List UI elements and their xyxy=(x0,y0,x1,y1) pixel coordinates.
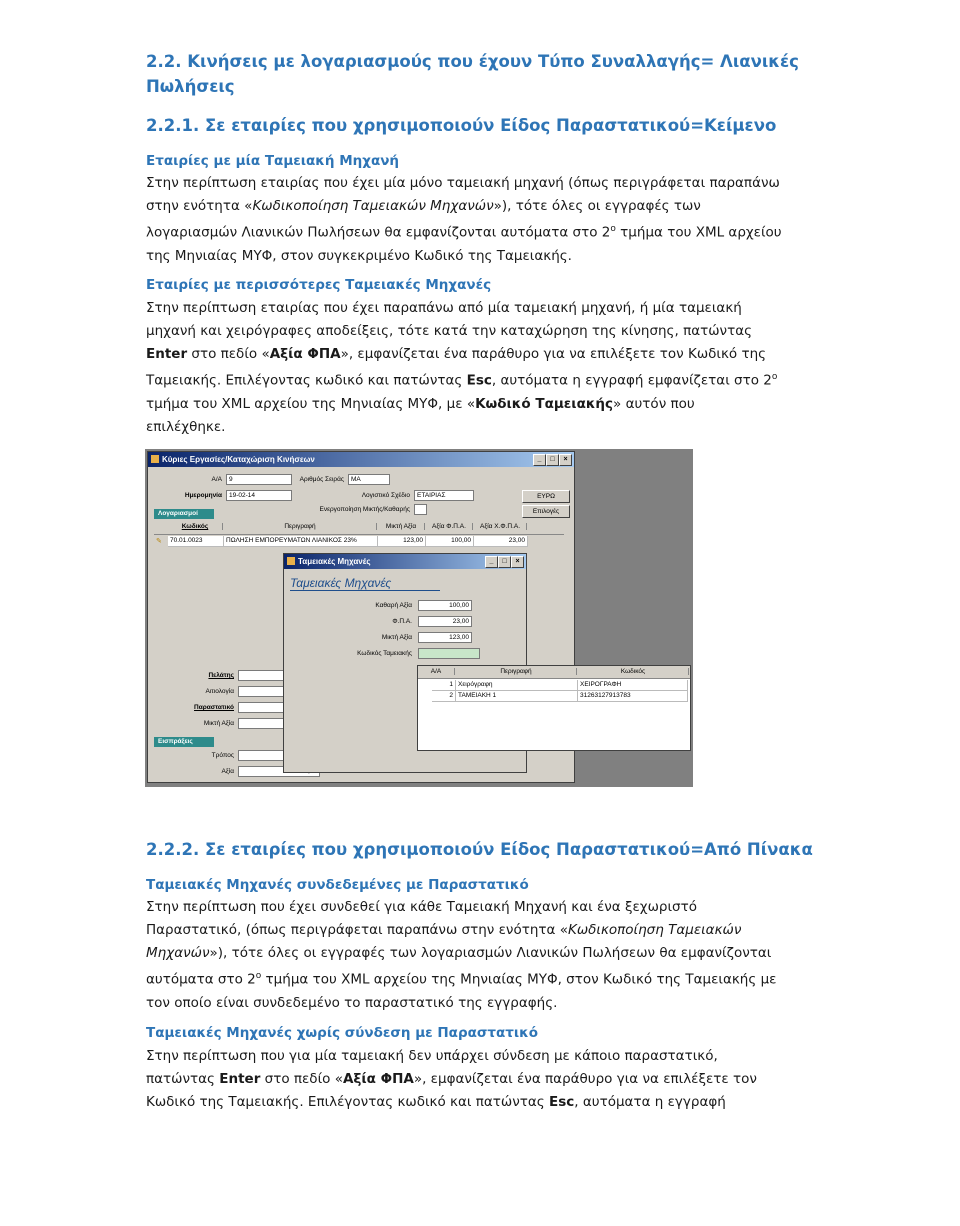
text: λογαριασμών Λιανικών Πωλήσεων θα εμφανίζονται αυτόματα στο 2 xyxy=(146,224,611,241)
main-window-title: Κύριες Εργασίες/Καταχώριση Κινήσεων xyxy=(162,455,315,464)
popup-heading: Ταμειακές Μηχανές xyxy=(290,576,440,591)
text-bold: Αξία ΦΠΑ xyxy=(342,1071,414,1087)
list-header-aa[interactable]: Α/Α xyxy=(418,668,455,675)
list-header xyxy=(418,666,690,679)
amount-label: Αξία xyxy=(221,768,234,775)
cell-vat-amount[interactable]: 23,00 xyxy=(474,536,528,547)
text: Στην περίπτωση εταιρίας που έχει μία μόνο ταμειακή μηχανή (όπως περιγράφεται παραπάνω xyxy=(146,175,780,191)
text: τμήμα του XML αρχείου της Μηνιαίας ΜΥΦ, στον Κωδικό της Ταμειακής με xyxy=(261,971,777,988)
text: τμήμα του XML αρχείου xyxy=(615,224,782,241)
text: στο πεδίο « xyxy=(187,346,270,362)
section-heading-2-2-2: 2.2.2. Σε εταιρίες που χρησιμοποιούν Είδος Παραστατικού=Από Πίνακα xyxy=(146,840,813,859)
heading-line: Πωλήσεις xyxy=(146,77,235,96)
heading-line: 2.2. Κινήσεις με λογαριασμούς που έχουν Τύπο Συναλλαγής= Λιανικές xyxy=(146,52,799,71)
net-value-label: Καθαρή Αξία xyxy=(375,602,412,609)
text: , αυτόματα η εγγραφή xyxy=(574,1094,726,1110)
popup-gross-label: Μικτή Αξία xyxy=(381,634,412,641)
popup-gross-field[interactable]: 123,00 xyxy=(418,632,472,643)
text: », εμφανίζεται ένα παράθυρο για να επιλέξετε τον xyxy=(413,1071,757,1087)
account-plan-field[interactable]: ΕΤΑΙΡΙΑΣ xyxy=(414,490,474,501)
list-cell-code[interactable]: 31263127913783 xyxy=(578,691,688,702)
list-cell-aa[interactable]: 2 xyxy=(432,691,456,702)
close-button[interactable]: × xyxy=(559,454,572,466)
close-button[interactable]: × xyxy=(511,556,524,568)
register-code-field[interactable] xyxy=(418,648,480,659)
receipts-section-header: Εισπράξεις xyxy=(154,737,214,747)
text: », εμφανίζεται ένα παράθυρο για να επιλέξετε τον Κωδικό της xyxy=(340,346,767,362)
cell-description[interactable]: ΠΩΛΗΣΗ ΕΜΠΟΡΕΥΜΑΤΩΝ ΛΙΑΝΙΚΟΣ 23% xyxy=(224,536,378,547)
subheading-multi-register: Εταιρίες με περισσότερες Ταμειακές Μηχανές xyxy=(146,277,492,293)
superscript: ο xyxy=(255,971,262,981)
activate-gross-net-label: Ενεργοποίηση Μικτής/Καθαρής xyxy=(319,506,410,513)
text: Στην περίπτωση εταιρίας που έχει παραπάνω από μία ταμειακή μηχανή, ή μία ταμειακή xyxy=(146,300,742,316)
main-window-titlebar xyxy=(148,452,574,467)
date-label: Ημερομηνία xyxy=(184,492,222,499)
grid-header-description[interactable]: Περιγραφή xyxy=(224,523,377,530)
text-bold: Enter xyxy=(219,1071,261,1087)
text: επιλέχθηκε. xyxy=(146,418,226,435)
document-label: Παραστατικό xyxy=(194,704,234,711)
popup-titlebar xyxy=(284,554,526,569)
text: » αυτόν που xyxy=(613,395,695,412)
currency-button[interactable]: ΕΥΡΩ xyxy=(522,490,570,503)
text-bold: Enter xyxy=(146,346,188,362)
net-value-field[interactable]: 100,00 xyxy=(418,600,472,611)
subheading-unlinked-registers: Ταμειακές Μηχανές χωρίς σύνδεση με Παραστατικό xyxy=(146,1025,539,1041)
doc-number-field[interactable]: ΜΑ xyxy=(348,474,390,485)
accounts-section-header: Λογαριασμοί xyxy=(154,509,214,519)
app-icon xyxy=(151,455,159,463)
minimize-button[interactable]: _ xyxy=(533,454,546,466)
list-header-code[interactable]: Κωδικός xyxy=(578,668,689,675)
grid-header-gross[interactable]: Μικτή Αξία xyxy=(378,523,425,530)
date-field[interactable]: 19-02-14 xyxy=(226,490,292,501)
register-selection-list xyxy=(417,665,691,751)
grid-header-code[interactable]: Κωδικός xyxy=(168,523,223,530)
text: στο πεδίο « xyxy=(260,1071,343,1087)
list-header-description[interactable]: Περιγραφή xyxy=(456,668,577,675)
grid-header-vat[interactable]: Αξία Φ.Π.Α. xyxy=(426,523,473,530)
text-italic: Μηχανών xyxy=(146,945,210,961)
paragraph-unlinked-registers xyxy=(146,1045,816,1114)
paragraph-multi-register xyxy=(146,297,816,439)
fpa-label: Φ.Π.Α. xyxy=(392,618,412,625)
superscript: ο xyxy=(771,372,778,382)
text-italic: Κωδικοποίηση Ταμειακών xyxy=(567,922,742,938)
minimize-button[interactable]: _ xyxy=(485,556,498,568)
account-plan-label: Λογιστικό Σχέδιο xyxy=(361,492,410,499)
section-heading-2-2 xyxy=(146,52,799,96)
aa-field[interactable]: 9 xyxy=(226,474,292,485)
cell-gross[interactable]: 123,00 xyxy=(378,536,426,547)
text: τμήμα του XML αρχείου της Μηνιαίας ΜΥΦ, με « xyxy=(146,395,476,412)
text: αυτόματα στο 2 xyxy=(146,971,256,988)
list-cell-aa[interactable]: 1 xyxy=(432,680,456,691)
text: Στην περίπτωση που για μία ταμειακή δεν υπάρχει σύνδεση με κάποιο παραστατικό, xyxy=(146,1048,718,1064)
choices-button[interactable]: Επιλογές xyxy=(522,505,570,518)
list-cell-code[interactable]: ΧΕΙΡΟΓΡΑΦΗ xyxy=(578,680,688,691)
application-screenshot xyxy=(145,449,693,787)
text: μηχανή και χειρόγραφες αποδείξεις, τότε κατά την καταχώρηση της κίνησης, πατώντας xyxy=(146,323,753,339)
customer-label: Πελάτης xyxy=(208,672,234,679)
app-icon xyxy=(287,557,295,565)
section-heading-2-2-1: 2.2.1. Σε εταιρίες που χρησιμοποιούν Είδος Παραστατικού=Κείμενο xyxy=(146,116,777,135)
text: , αυτόματα η εγγραφή εμφανίζεται στο 2 xyxy=(491,372,772,389)
reason-label: Αιτιολογία xyxy=(205,688,234,695)
aa-label: Α/Α xyxy=(211,476,222,483)
cell-code[interactable]: 70.01.0023 xyxy=(168,536,224,547)
activate-checkbox[interactable] xyxy=(414,504,427,515)
subheading-single-register: Εταιρίες με μία Ταμειακή Μηχανή xyxy=(146,153,400,169)
text: της Μηνιαίας ΜΥΦ, στον συγκεκριμένο Κωδικό της Ταμειακής. xyxy=(146,247,572,264)
accounts-grid-header xyxy=(154,522,564,535)
list-item[interactable] xyxy=(418,691,690,701)
text: Παραστατικό, (όπως περιγράφεται παραπάνω στην ενότητα « xyxy=(146,922,568,938)
text: »), τότε όλες οι εγγραφές των xyxy=(493,198,701,214)
text-italic: Κωδικοποίηση Ταμειακών Μηχανών xyxy=(252,198,494,214)
text: Κωδικό της Ταμειακής. Επιλέγοντας κωδικό και πατώντας xyxy=(146,1094,550,1110)
text-bold: Αξία ΦΠΑ xyxy=(269,346,341,362)
superscript: ο xyxy=(610,224,616,234)
popup-title: Ταμειακές Μηχανές xyxy=(298,557,371,566)
list-item[interactable] xyxy=(418,680,690,690)
text: τον οποίο είναι συνδεδεμένο το παραστατικό της εγγραφής. xyxy=(146,994,558,1011)
doc-number-label: Αριθμός Σειράς xyxy=(299,476,344,483)
paragraph-linked-registers xyxy=(146,896,816,1015)
text: πατώντας xyxy=(146,1071,220,1087)
method-label: Τρόπος xyxy=(211,752,234,759)
maximize-button[interactable]: □ xyxy=(546,454,559,466)
pencil-icon: ✎ xyxy=(156,538,162,545)
text-bold: Esc xyxy=(466,372,492,389)
text: στην ενότητα « xyxy=(146,198,253,214)
list-cell-description[interactable]: Χειρόγραφη xyxy=(456,680,578,691)
fpa-field[interactable]: 23,00 xyxy=(418,616,472,627)
text: »), τότε όλες οι εγγραφές των λογαριασμών Λιανικών Πωλήσεων θα εμφανίζονται xyxy=(209,945,772,961)
paragraph-single-register xyxy=(146,172,816,268)
text: Στην περίπτωση που έχει συνδεθεί για κάθε Ταμειακή Μηχανή και ένα ξεχωριστό xyxy=(146,899,697,915)
register-code-label: Κωδικός Ταμειακής xyxy=(357,650,412,657)
gross-label: Μικτή Αξία xyxy=(203,720,234,727)
text-bold: Κωδικό Ταμειακής xyxy=(475,395,614,412)
list-cell-description[interactable]: ΤΑΜΕΙΑΚΗ 1 xyxy=(456,691,578,702)
maximize-button[interactable]: □ xyxy=(498,556,511,568)
text: Ταμειακής. Επιλέγοντας κωδικό και πατώντας xyxy=(146,372,467,389)
subheading-linked-registers: Ταμειακές Μηχανές συνδεδεμένες με Παραστατικό xyxy=(146,877,529,893)
cell-vat[interactable]: 100,00 xyxy=(426,536,474,547)
table-row[interactable] xyxy=(154,536,564,546)
text-bold: Esc xyxy=(549,1094,575,1110)
grid-header-vat-amount[interactable]: Αξία Χ.Φ.Π.Α. xyxy=(474,523,527,530)
